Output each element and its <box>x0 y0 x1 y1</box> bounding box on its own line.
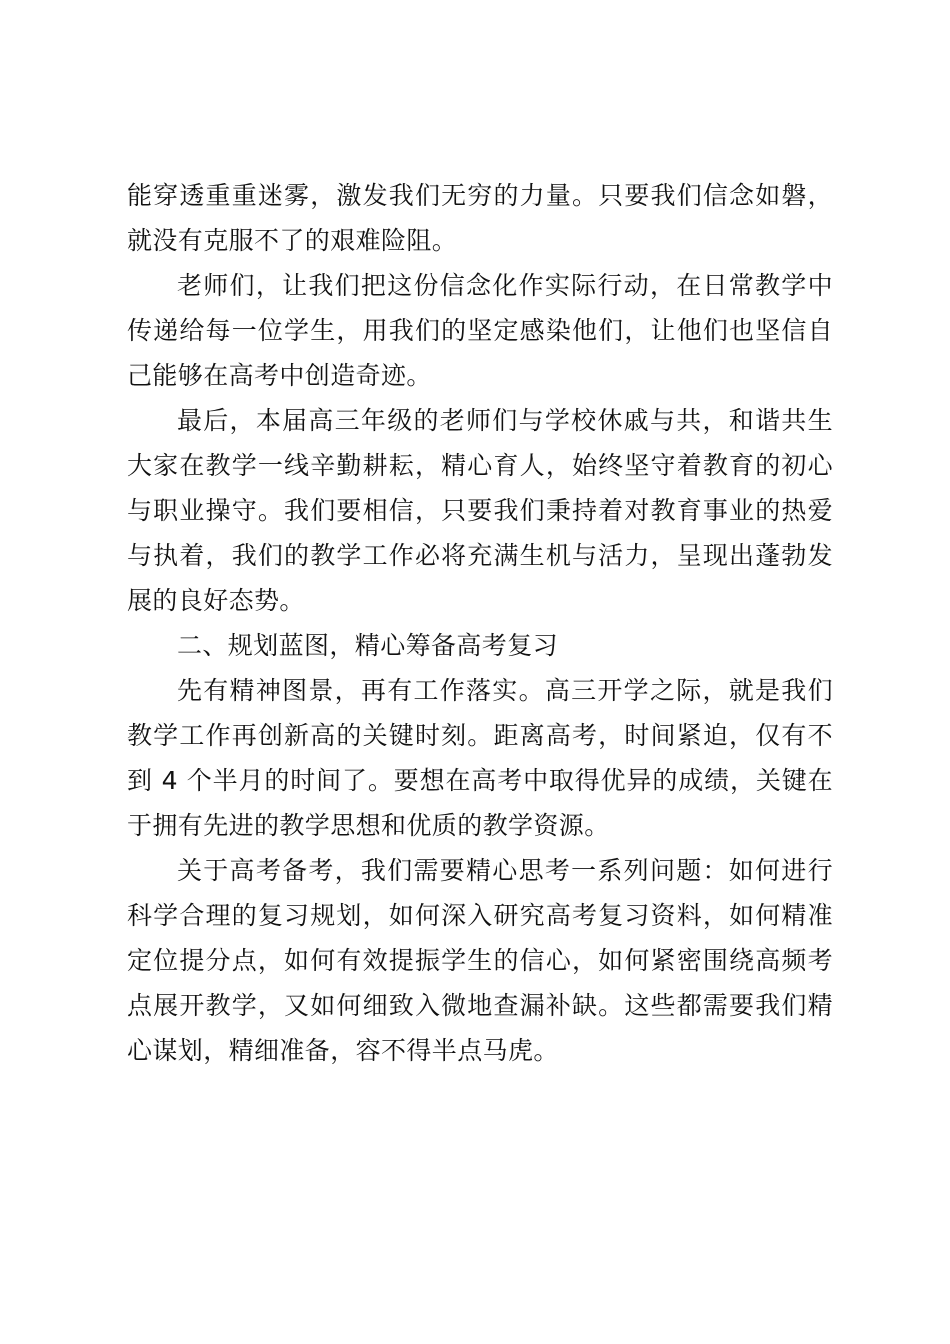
paragraph: 最后，本届高三年级的老师们与学校休戚与共，和谐共生大家在教学一线辛勤耕耘，精心育人，始终坚守着教育的初心与职业操守。我们要相信，只要我们秉持着对教育事业的热爱与执着，我们的教学工作必将充满生机与活力，呈现出蓬勃发展的良好态势。 <box>127 406 833 615</box>
paragraph-continuation: 能穿透重重迷雾，激发我们无穷的力量。只要我们信念如磐，就没有克服不了的艰难险阻。 <box>127 181 833 255</box>
body-text <box>127 173 833 1073</box>
section-heading: 二、规划蓝图，精心筹备高考复习 <box>177 631 559 660</box>
paragraph: 关于高考备考，我们需要精心思考一系列问题：如何进行科学合理的复习规划，如何深入研究高考复习资料，如何精准定位提分点，如何有效提振学生的信心，如何紧密围绕高频考点展开教学，又如何细致入微地查漏补缺。这些都需要我们精心谋划，精细准备，容不得半点马虎。 <box>127 856 833 1065</box>
paragraph: 先有精神图景，再有工作落实。高三开学之际，就是我们教学工作再创新高的关键时刻。距离高考，时间紧迫，仅有不到 4 个半月的时间了。要想在高考中取得优异的成绩，关键在于拥有先进的教学思想和优质的教学资源。 <box>127 676 833 840</box>
paragraph: 老师们，让我们把这份信念化作实际行动，在日常教学中传递给每一位学生，用我们的坚定感染他们，让他们也坚信自己能够在高考中创造奇迹。 <box>127 271 833 390</box>
